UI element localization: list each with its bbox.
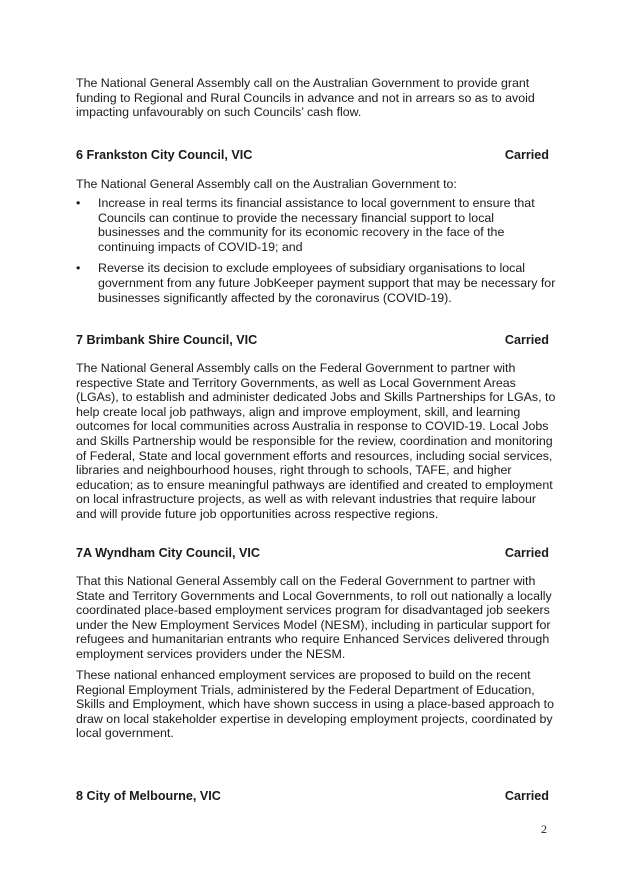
intro-paragraph: The National General Assembly call on the Australian Government to provide grant funding to Regional and Rural Councils in advance and not in arrears so as to avoid impacting unfavourably on such Councils’ cash flow.: [76, 76, 535, 120]
motion-6-bullet-list: [76, 196, 556, 312]
motion-6-bullet-1: Increase in real terms its financial assistance to local government to ensure that Councils can continue to provide the necessary financial support to local businesses and the community for its economic recovery in the face of the continuing impacts of COVID-19; and: [98, 196, 535, 254]
motion-8-status: Carried: [504, 789, 549, 803]
motion-7a-status: Carried: [504, 546, 549, 560]
motion-6-title: 6 Frankston City Council, VIC: [76, 148, 253, 162]
motion-6-status: Carried: [504, 148, 549, 162]
bullet-icon: •: [76, 196, 81, 210]
page-number: 2: [541, 822, 547, 836]
motion-7-title: 7 Brimbank Shire Council, VIC: [76, 333, 258, 347]
motion-7a-paragraph-2: These national enhanced employment services are proposed to build on the recent Regional Employment Trials, administered by the Federal Department of Education, Skills and Employment, which have shown success in using a place-based approach to draw on local stakeholder expertise in developing employment projects, coordinated by local government.: [76, 668, 554, 741]
motion-7-status: Carried: [504, 333, 549, 347]
motion-6-heading: [76, 148, 549, 163]
motion-6-lead: The National General Assembly call on the Australian Government to:: [76, 177, 457, 191]
motion-7-paragraph: The National General Assembly calls on the Federal Government to partner with respective State and Territory Governments, as well as Local Government Areas (LGAs), to establish and administer dedicated Jobs and Skills Partnerships for LGAs, to help create local job pathways, align and improve employment, skill, and learning outcomes for local communities across Australia in response to COVID-19. Local Jobs and Skills Partnership would be responsible for the review, coordination and monitoring of Federal, State and local government efforts and resources, including social services, libraries and neighbourhood houses, right through to schools, TAFE, and higher education; as to ensure meaningful pathways are identified and created to employment on local infrastructure projects, as well as with relevant industries that require labour and will provide future job opportunities across respective regions.: [76, 361, 556, 521]
motion-7-heading: [76, 333, 549, 348]
motion-7a-title: 7A Wyndham City Council, VIC: [76, 546, 261, 560]
list-item: [76, 261, 556, 305]
motion-8-title: 8 City of Melbourne, VIC: [76, 789, 221, 803]
motion-7a-paragraph-1: That this National General Assembly call on the Federal Government to partner with State and Territory Governments and Local Governments, to roll out nationally a locally coordinated place-based employment services program for disadvantaged job seekers under the New Employment Services Model (NESM), including in particular support for refugees and humanitarian entrants who require Enhanced Services delivered through employment services providers under the NESM.: [76, 574, 552, 661]
list-item: [76, 196, 556, 254]
bullet-icon: •: [76, 261, 81, 276]
motion-7a-heading: [76, 546, 549, 561]
motion-6-bullet-2: Reverse its decision to exclude employees of subsidiary organisations to local government from any future JobKeeper payment support that may be necessary for businesses significantly affected by the coronavirus (COVID-19).: [98, 261, 556, 305]
motion-8-heading: [76, 789, 549, 804]
